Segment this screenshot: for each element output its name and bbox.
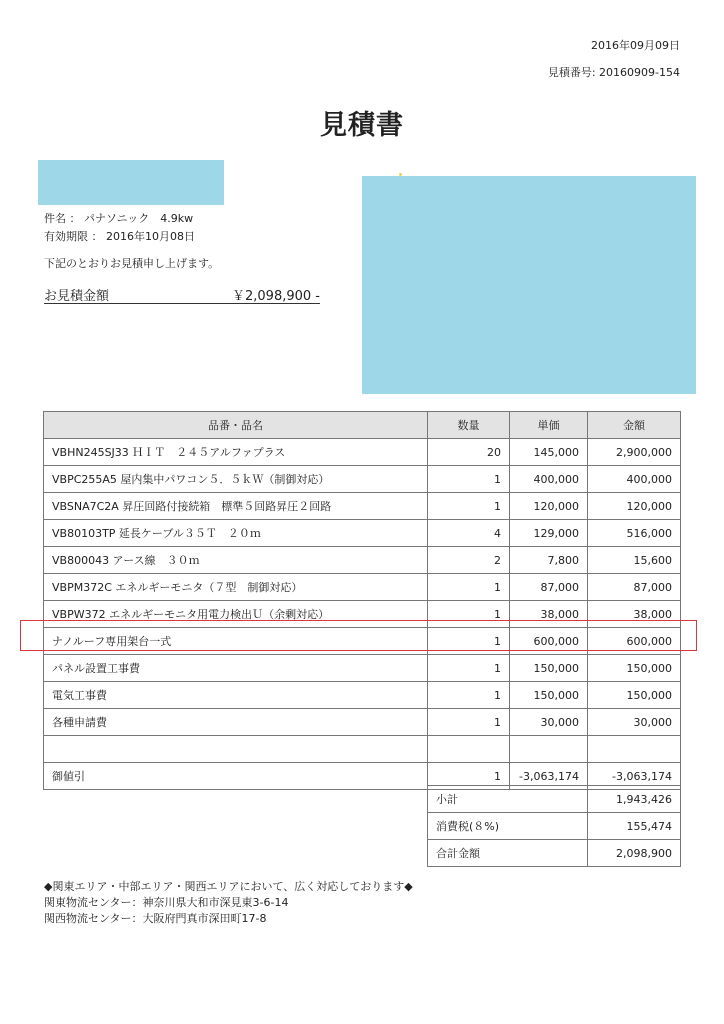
subtotal-row bbox=[428, 786, 681, 813]
cell-amount: 30,000 bbox=[588, 709, 681, 736]
cell-qty: 1 bbox=[428, 763, 510, 790]
cell-qty: 1 bbox=[428, 628, 510, 655]
cell-qty: 4 bbox=[428, 520, 510, 547]
mark-dot bbox=[399, 173, 402, 176]
cell-unit-price: 600,000 bbox=[510, 628, 588, 655]
subtotal-label: 小計 bbox=[428, 786, 588, 813]
cell-qty: 1 bbox=[428, 655, 510, 682]
line-items-table bbox=[43, 411, 681, 790]
cell-item: パネル設置工事費 bbox=[44, 655, 428, 682]
cell-qty: 20 bbox=[428, 439, 510, 466]
valid-until-line: 有効期限 ： 2016年10月08日 bbox=[44, 230, 195, 243]
cell-item: VBSNA7C2A 昇圧回路付接続箱 標準５回路昇圧２回路 bbox=[44, 493, 428, 520]
cell-item: ナノルーフ専用架台一式 bbox=[44, 628, 428, 655]
lead-text: 下記のとおりお見積申し上げます。 bbox=[44, 257, 220, 270]
footer-kansai-center: 関西物流センター：大阪府門真市深田町17-8 bbox=[44, 912, 267, 925]
grand-total-label: 合計金額 bbox=[428, 840, 588, 867]
estimate-number: 見積番号: 20160909-154 bbox=[547, 66, 680, 79]
cell-item: VBHN245SJ33 ＨＩＴ ２４５アルファプラス bbox=[44, 439, 428, 466]
cell-amount: -3,063,174 bbox=[588, 763, 681, 790]
header-amount: 金額 bbox=[588, 412, 681, 439]
estimate-total-label: お見積金額 bbox=[44, 289, 110, 304]
tax-label: 消費税(８%) bbox=[428, 813, 588, 840]
cell-amount: 150,000 bbox=[588, 655, 681, 682]
cell-amount bbox=[588, 736, 681, 763]
tax-value: 155,474 bbox=[588, 813, 681, 840]
cell-qty: 1 bbox=[428, 466, 510, 493]
cell-item: VBPW372 エネルギーモニタ用電力検出Ｕ（余剰対応） bbox=[44, 601, 428, 628]
cell-item: 各種申請費 bbox=[44, 709, 428, 736]
cell-amount: 120,000 bbox=[588, 493, 681, 520]
grand-total-row bbox=[428, 840, 681, 867]
header-item-name: 品番・品名 bbox=[44, 412, 428, 439]
document-title: 見積書 bbox=[320, 110, 404, 141]
cell-amount: 87,000 bbox=[588, 574, 681, 601]
cell-unit-price: 150,000 bbox=[510, 682, 588, 709]
table-row bbox=[44, 709, 681, 736]
footer-kanto-center: 関東物流センター：神奈川県大和市深見東3-6-14 bbox=[44, 896, 289, 909]
cell-unit-price: 7,800 bbox=[510, 547, 588, 574]
cell-unit-price: 87,000 bbox=[510, 574, 588, 601]
cell-unit-price: 30,000 bbox=[510, 709, 588, 736]
grand-total-value: 2,098,900 bbox=[588, 840, 681, 867]
cell-amount: 15,600 bbox=[588, 547, 681, 574]
cell-unit-price: 145,000 bbox=[510, 439, 588, 466]
table-row bbox=[44, 520, 681, 547]
cell-unit-price: 150,000 bbox=[510, 655, 588, 682]
highlight-box bbox=[20, 620, 697, 651]
cell-item: VB80103TP 延長ケーブル３５Ｔ ２０ｍ bbox=[44, 520, 428, 547]
cell-unit-price: 120,000 bbox=[510, 493, 588, 520]
cell-item: 御値引 bbox=[44, 763, 428, 790]
issue-date: 2016年09月09日 bbox=[591, 39, 680, 52]
cell-qty: 2 bbox=[428, 547, 510, 574]
cell-amount: 400,000 bbox=[588, 466, 681, 493]
estimate-total-value: ￥2,098,900 - bbox=[232, 289, 320, 304]
cell-unit-price: 400,000 bbox=[510, 466, 588, 493]
cell-qty: 1 bbox=[428, 709, 510, 736]
table-row bbox=[44, 682, 681, 709]
header-unit-price: 単価 bbox=[510, 412, 588, 439]
subtotal-value: 1,943,426 bbox=[588, 786, 681, 813]
subject-line: 件名 ： パナソニック 4.9kw bbox=[44, 212, 194, 225]
redacted-recipient-block bbox=[38, 160, 224, 205]
cell-qty: 1 bbox=[428, 601, 510, 628]
table-row bbox=[44, 655, 681, 682]
redacted-company-block bbox=[362, 176, 696, 394]
cell-unit-price: 38,000 bbox=[510, 601, 588, 628]
table-row-empty bbox=[44, 736, 681, 763]
cell-amount: 38,000 bbox=[588, 601, 681, 628]
cell-qty bbox=[428, 736, 510, 763]
estimate-total bbox=[44, 283, 320, 304]
tax-row bbox=[428, 813, 681, 840]
table-row bbox=[44, 439, 681, 466]
cell-item bbox=[44, 736, 428, 763]
table-row bbox=[44, 574, 681, 601]
cell-item: VBPM372C エネルギーモニタ（７型 制御対応） bbox=[44, 574, 428, 601]
cell-amount: 150,000 bbox=[588, 682, 681, 709]
footer-coverage-note: ◆関東エリア・中部エリア・関西エリアにおいて、広く対応しております◆ bbox=[44, 880, 413, 893]
table-row bbox=[44, 547, 681, 574]
table-row bbox=[44, 493, 681, 520]
cell-qty: 1 bbox=[428, 493, 510, 520]
cell-unit-price: -3,063,174 bbox=[510, 763, 588, 790]
cell-item: 電気工事費 bbox=[44, 682, 428, 709]
header-quantity: 数量 bbox=[428, 412, 510, 439]
cell-qty: 1 bbox=[428, 682, 510, 709]
table-row bbox=[44, 466, 681, 493]
cell-item: VB800043 アース線 ３０ｍ bbox=[44, 547, 428, 574]
cell-item: VBPC255A5 屋内集中パワコン５．５ｋＷ（制御対応） bbox=[44, 466, 428, 493]
cell-amount: 516,000 bbox=[588, 520, 681, 547]
cell-unit-price bbox=[510, 736, 588, 763]
table-header-row bbox=[44, 412, 681, 439]
cell-amount: 600,000 bbox=[588, 628, 681, 655]
cell-amount: 2,900,000 bbox=[588, 439, 681, 466]
cell-qty: 1 bbox=[428, 574, 510, 601]
summary-table bbox=[427, 785, 681, 867]
cell-unit-price: 129,000 bbox=[510, 520, 588, 547]
